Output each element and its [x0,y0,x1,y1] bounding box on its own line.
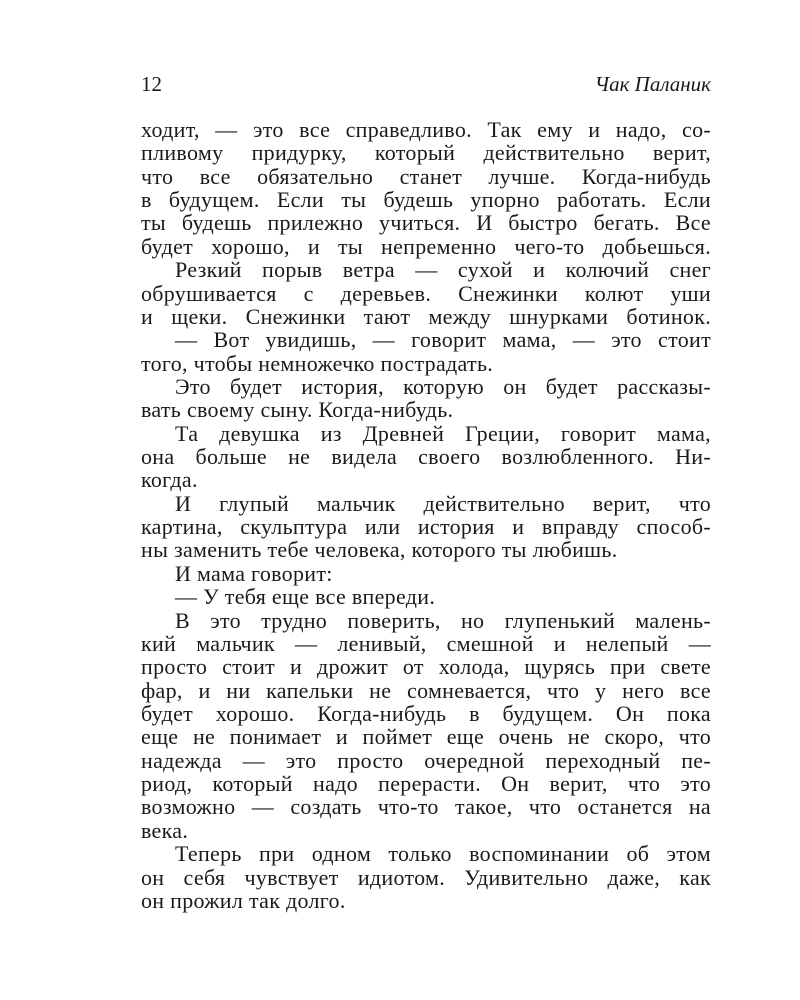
text-line: в будущем. Если ты будешь упорно работать. Если [141,187,711,213]
text-line: Это будет история, которую он будет рассказы- [175,373,711,399]
text-line: Та девушка из Древней Греции, говорит мама, [175,420,711,446]
text-line: будет хорошо. Когда-нибудь в будущем. Он пока [141,700,711,726]
text-line: еще не понимает и поймет еще очень не скоро, что [141,724,711,750]
text-line: будет хорошо, и ты непременно чего-то добьешься. [141,233,711,259]
text-line: она больше не видела своего возлюбленного. Ни- [141,444,711,470]
text-line: И мама говорит: [175,560,333,586]
text-line: он прожил так долго. [141,887,346,913]
text-line: кий мальчик — ленивый, смешной и нелепый — [141,630,711,656]
page-number: 12 [141,72,162,96]
text-line: ны заменить тебе человека, которого ты любишь. [141,537,618,563]
text-line: и щеки. Снежинки тают между шнурками ботинок. [141,303,711,329]
text-line: возможно — создать что-то такое, что останется на [141,794,711,820]
text-line: ты будешь прилежно учиться. И быстро бегать. Все [141,210,711,236]
text-line: ходит, — это все справедливо. Так ему и надо, со- [141,117,711,142]
text-line: когда. [141,467,198,493]
text-line: обрушивается с деревьев. Снежинки колют уши [141,280,711,306]
text-line: фар, и ни капельки не сомневается, что у него все [141,677,711,703]
text-line: века. [141,817,189,843]
text-line: того, чтобы немножечко пострадать. [141,350,494,376]
text-line: риод, который надо перерасти. Он верит, что это [141,771,711,797]
text-line: он себя чувствует идиотом. Удивительно даже, как [141,864,711,890]
text-line: просто стоит и дрожит от холода, щурясь при свете [141,654,711,680]
page-header [141,72,711,100]
running-head-author: Чак Паланик [594,72,711,96]
text-line: — Вот увидишь, — говорит мама, — это стоит [175,327,711,353]
text-line: Теперь при одном только воспоминании об этом [175,841,711,867]
text-line: В это трудно поверить, но глупенький малень- [175,607,711,633]
text-line: — У тебя еще все впереди. [175,584,436,610]
body-text [141,118,711,912]
text-line: И глупый мальчик действительно верит, что [175,490,711,516]
text-line: надежда — это просто очередной переходный пе- [141,747,711,773]
text-line: пливому придурку, который действительно верит, [141,140,711,166]
text-line: картина, скульптура или история и вправду способ- [141,514,711,540]
text-line: Резкий порыв ветра — сухой и колючий снег [175,257,711,283]
text-line: вать своему сыну. Когда-нибудь. [141,397,454,423]
text-line: что все обязательно станет лучше. Когда-нибудь [141,163,711,189]
